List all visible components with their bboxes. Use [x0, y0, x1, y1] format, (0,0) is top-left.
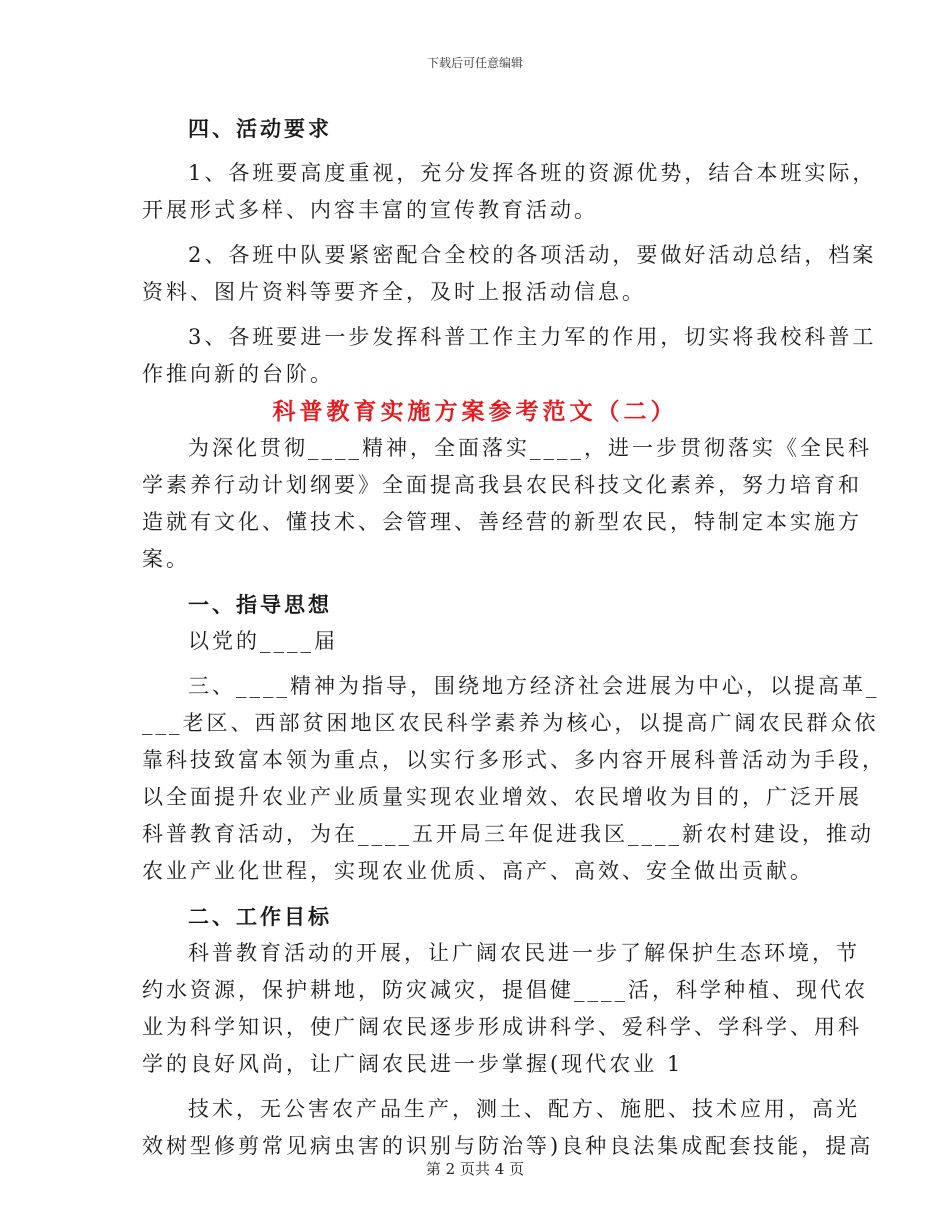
- text-line: 1、各班要高度重视，充分发挥各班的资源优势，结合本班实际，: [188, 161, 877, 185]
- text-line: 以党的____届: [188, 629, 338, 653]
- text-line: 为深化贯彻____精神，全面落实____，进一步贯彻落实《全民科: [188, 436, 872, 460]
- text-line: 业为科学知识，使广阔农民逐步形成讲科学、爱科学、学科学、用科: [142, 1015, 862, 1039]
- text-line: 科普教育活动，为在____五开局三年促进我区____新农村建设，推动: [142, 822, 874, 846]
- text-line: 资料、图片资料等要齐全，及时上报活动信息。: [142, 280, 646, 304]
- section-heading: 一、指导思想: [188, 592, 332, 617]
- text-line: 开展形式多样、内容丰富的宣传教育活动。: [142, 198, 598, 222]
- section-title: 科普教育实施方案参考范文（二）: [272, 398, 678, 425]
- text-line: 3、各班要进一步发挥科普工作主力军的作用，切实将我校科普工: [188, 325, 877, 349]
- text-line: 案。: [142, 547, 190, 571]
- text-line: ___老区、西部贫困地区农民科学素养为核心，以提高广阔农民群众依: [142, 711, 879, 735]
- text-line: 农业产业化世程，实现农业优质、高产、高效、安全做出贡献。: [142, 859, 814, 883]
- text-line: 技术，无公害农产品生产，测土、配方、施肥、技术应用，高光: [188, 1097, 860, 1121]
- text-line: 学素养行动计划纲要》全面提高我县农民科技文化素养，努力培育和: [142, 473, 862, 497]
- text-line: 效树型修剪常见病虫害的识别与防治等)良种良法集成配套技能，提高: [142, 1134, 874, 1158]
- text-line: 学的良好风尚，让广阔农民进一步掌握(现代农业 1: [142, 1052, 684, 1076]
- page-footer: 第 2 页共 4 页: [425, 1160, 525, 1178]
- section-heading: 二、工作目标: [188, 904, 332, 929]
- page-header: 下载后可任意编辑: [426, 56, 523, 70]
- text-line: 约水资源，保护耕地，防灾减灾，提倡健____活，科学种植、现代农: [142, 978, 868, 1002]
- text-line: 以全面提升农业产业质量实现农业增效、农民增收为目的，广泛开展: [142, 785, 862, 809]
- text-line: 科普教育活动的开展，让广阔农民进一步了解保护生态环境，节: [188, 941, 860, 965]
- text-line: 三、____精神为指导，围绕地方经济社会进展为中心，以提高革_: [188, 674, 880, 698]
- text-line: 靠科技致富本领为重点，以实行多形式、多内容开展科普活动为手段，: [142, 748, 886, 772]
- text-line: 2、各班中队要紧密配合全校的各项活动，要做好活动总结，档案: [188, 243, 877, 267]
- text-line: 造就有文化、懂技术、会管理、善经营的新型农民，特制定本实施方: [142, 510, 862, 534]
- text-line: 作推向新的台阶。: [142, 362, 334, 386]
- document-body: [142, 110, 886, 1165]
- section-heading: 四、活动要求: [188, 116, 332, 141]
